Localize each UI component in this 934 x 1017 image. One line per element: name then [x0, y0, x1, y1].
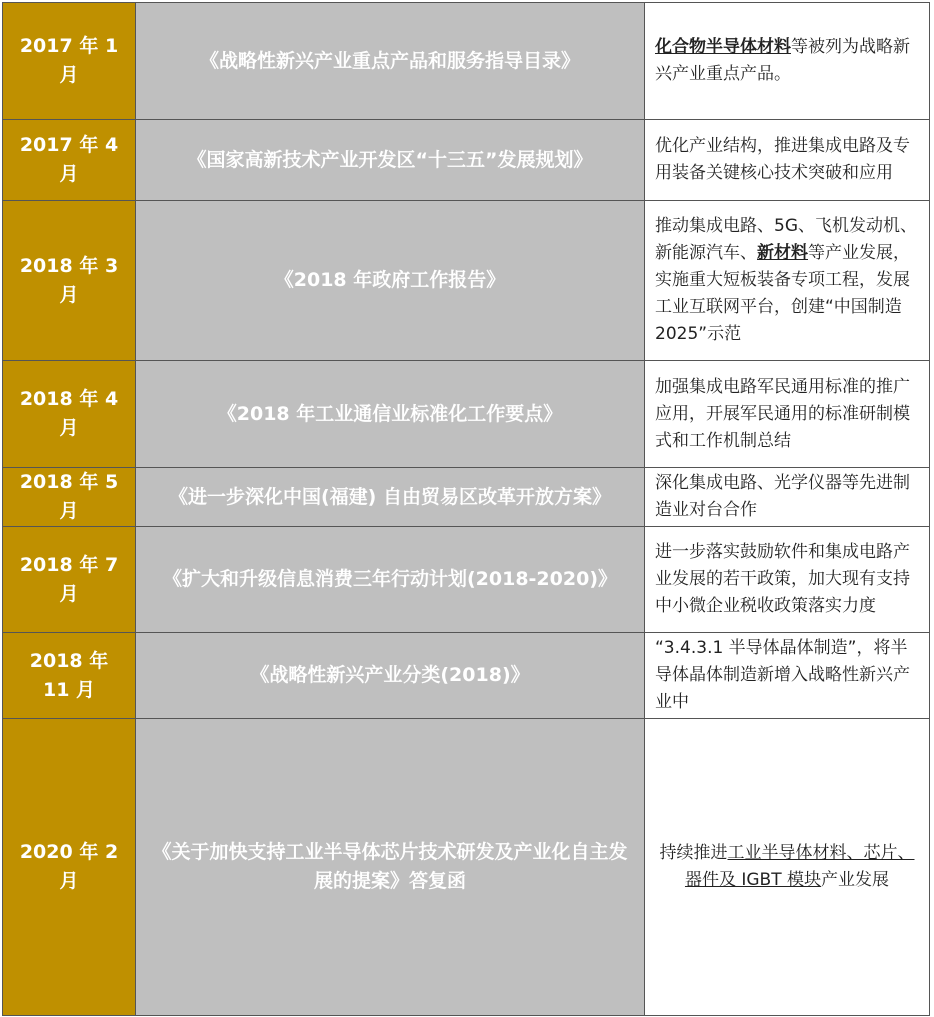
date-cell: 2018 年 5 月 [3, 468, 136, 527]
table-row [3, 201, 930, 361]
description-cell: 加强集成电路军民通用标准的推广应用，开展军民通用的标准研制模式和工作机制总结 [645, 361, 930, 468]
date-cell: 2020 年 2 月 [3, 719, 136, 1016]
document-cell: 《扩大和升级信息消费三年行动计划(2018-2020)》 [136, 527, 645, 633]
document-cell: 《进一步深化中国(福建) 自由贸易区改革开放方案》 [136, 468, 645, 527]
table-row [3, 120, 930, 201]
description-cell: 优化产业结构，推进集成电路及专用装备关键核心技术突破和应用 [645, 120, 930, 201]
description-cell: “3.4.3.1 半导体晶体制造”，将半导体晶体制造新增入战略性新兴产业中 [645, 633, 930, 719]
document-cell: 《2018 年政府工作报告》 [136, 201, 645, 361]
description-text-pre: 推动集成电路、5G、飞机发动机、新能源汽车、 [655, 216, 917, 263]
date-cell: 2018 年 11 月 [3, 633, 136, 719]
document-cell: 《国家高新技术产业开发区“十三五”发展规划》 [136, 120, 645, 201]
description-text: 等被列为战略新兴产业重点产品。 [655, 37, 910, 84]
description-cell: 深化集成电路、光学仪器等先进制造业对台合作 [645, 468, 930, 527]
date-cell: 2017 年 4 月 [3, 120, 136, 201]
emphasis-text: 新材料 [757, 243, 808, 263]
table-row [3, 468, 930, 527]
description-text-pre: 持续推进 [659, 843, 728, 863]
emphasis-text: 工业半导体材料、芯片、器件及 IGBT 模块 [684, 843, 915, 890]
description-text: 等产业发展，实施重大短板装备专项工程，发展工业互联网平台，创建“中国制造 2025”示范 [655, 243, 910, 344]
table-row [3, 361, 930, 468]
date-cell: 2018 年 3 月 [3, 201, 136, 361]
document-cell: 《关于加快支持工业半导体芯片技术研发及产业化自主发展的提案》答复函 [136, 719, 645, 1016]
date-cell: 2018 年 7 月 [3, 527, 136, 633]
description-cell: 进一步落实鼓励软件和集成电路产业发展的若干政策，加大现有支持中小微企业税收政策落实力度 [645, 527, 930, 633]
description-cell [645, 719, 930, 1016]
document-cell: 《战略性新兴产业重点产品和服务指导目录》 [136, 3, 645, 120]
description-cell [645, 201, 930, 361]
table-row [3, 633, 930, 719]
policy-table [2, 2, 930, 1016]
date-cell: 2017 年 1 月 [3, 3, 136, 120]
document-cell: 《2018 年工业通信业标准化工作要点》 [136, 361, 645, 468]
table-row [3, 719, 930, 1016]
document-cell: 《战略性新兴产业分类(2018)》 [136, 633, 645, 719]
date-cell: 2018 年 4 月 [3, 361, 136, 468]
emphasis-text: 化合物半导体材料 [655, 37, 791, 57]
description-cell [645, 3, 930, 120]
table-row [3, 527, 930, 633]
description-text: 产业发展 [821, 870, 890, 890]
table-row [3, 3, 930, 120]
